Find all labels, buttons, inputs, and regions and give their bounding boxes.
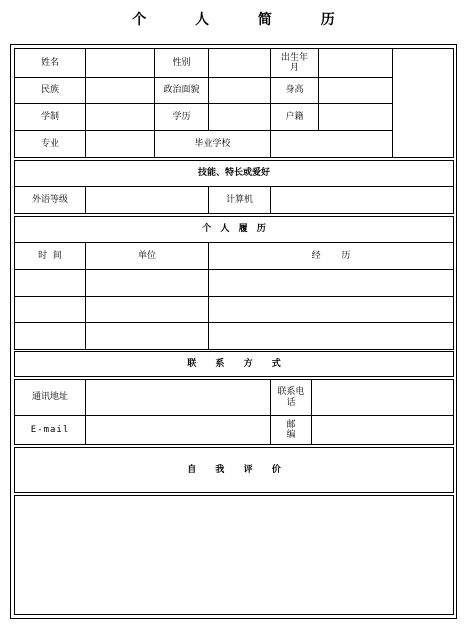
resume-exp-field[interactable] xyxy=(209,270,453,296)
photo-box[interactable] xyxy=(393,49,453,157)
postcode-label xyxy=(271,416,311,444)
resume-time-field[interactable] xyxy=(15,297,85,322)
phone-label-text: 联系电话 xyxy=(277,387,305,408)
language-label: 外语等级 xyxy=(31,194,68,205)
rule xyxy=(14,157,453,158)
phone-label xyxy=(271,380,311,415)
rule xyxy=(453,495,454,615)
self-eval-header: 自 我 评 价 xyxy=(187,464,281,475)
birth-field[interactable] xyxy=(319,49,392,77)
computer-label: 计算机 xyxy=(225,194,253,205)
email-label: E-mail xyxy=(30,424,70,435)
col-experience: 经 历 xyxy=(311,250,351,261)
hukou-field[interactable] xyxy=(319,104,392,130)
email-field[interactable] xyxy=(86,416,270,444)
phone-field[interactable] xyxy=(312,380,453,415)
self-eval-field[interactable] xyxy=(15,496,453,614)
col-time: 时 间 xyxy=(38,250,62,261)
rule xyxy=(453,160,454,187)
rule xyxy=(14,349,453,350)
rule xyxy=(14,614,453,615)
birth-label xyxy=(271,49,318,77)
rule xyxy=(453,48,454,158)
education-label: 学历 xyxy=(172,111,191,122)
gender-label: 性别 xyxy=(172,57,191,68)
schooling-field[interactable] xyxy=(86,104,154,130)
resume-exp-field[interactable] xyxy=(209,297,453,322)
gender-field[interactable] xyxy=(209,49,270,77)
rule xyxy=(453,186,454,214)
rule xyxy=(453,351,454,377)
resume-unit-field[interactable] xyxy=(86,323,208,349)
schooling-label: 学制 xyxy=(40,111,59,122)
address-field[interactable] xyxy=(86,380,270,415)
birth-label-text: 出生年月 xyxy=(280,52,308,73)
language-field[interactable] xyxy=(86,187,208,213)
major-field[interactable] xyxy=(86,131,154,157)
hukou-label: 户籍 xyxy=(285,111,304,122)
postcode-field[interactable] xyxy=(312,416,453,444)
height-label: 身高 xyxy=(285,85,304,96)
col-unit: 单位 xyxy=(137,250,156,261)
resume-unit-field[interactable] xyxy=(86,297,208,322)
rule xyxy=(453,447,454,493)
school-field[interactable] xyxy=(271,131,392,157)
rule xyxy=(14,376,453,377)
resume-time-field[interactable] xyxy=(15,323,85,349)
resume-header: 个 人 履 历 xyxy=(202,224,266,235)
computer-field[interactable] xyxy=(271,187,453,213)
height-field[interactable] xyxy=(319,78,392,103)
skills-header: 技能、特长或爱好 xyxy=(197,168,270,179)
resume-time-field[interactable] xyxy=(15,270,85,296)
education-field[interactable] xyxy=(209,104,270,130)
contact-header: 联 系 方 式 xyxy=(187,358,281,369)
ethnicity-field[interactable] xyxy=(86,78,154,103)
address-label: 通讯地址 xyxy=(31,392,68,403)
page-title: 个 人 简 历 xyxy=(132,12,357,28)
name-field[interactable] xyxy=(86,49,154,77)
resume-unit-field[interactable] xyxy=(86,270,208,296)
name-label: 姓名 xyxy=(40,57,59,68)
rule xyxy=(14,444,453,445)
political-label: 政治面貌 xyxy=(163,85,200,96)
political-field[interactable] xyxy=(209,78,270,103)
postcode-label-text: 邮编 xyxy=(286,419,296,440)
school-label: 毕业学校 xyxy=(194,138,231,149)
ethnicity-label: 民族 xyxy=(40,85,59,96)
rule xyxy=(14,213,453,214)
major-label: 专业 xyxy=(40,138,59,149)
rule xyxy=(453,379,454,445)
rule xyxy=(14,492,453,493)
rule xyxy=(453,216,454,350)
resume-exp-field[interactable] xyxy=(209,323,453,349)
